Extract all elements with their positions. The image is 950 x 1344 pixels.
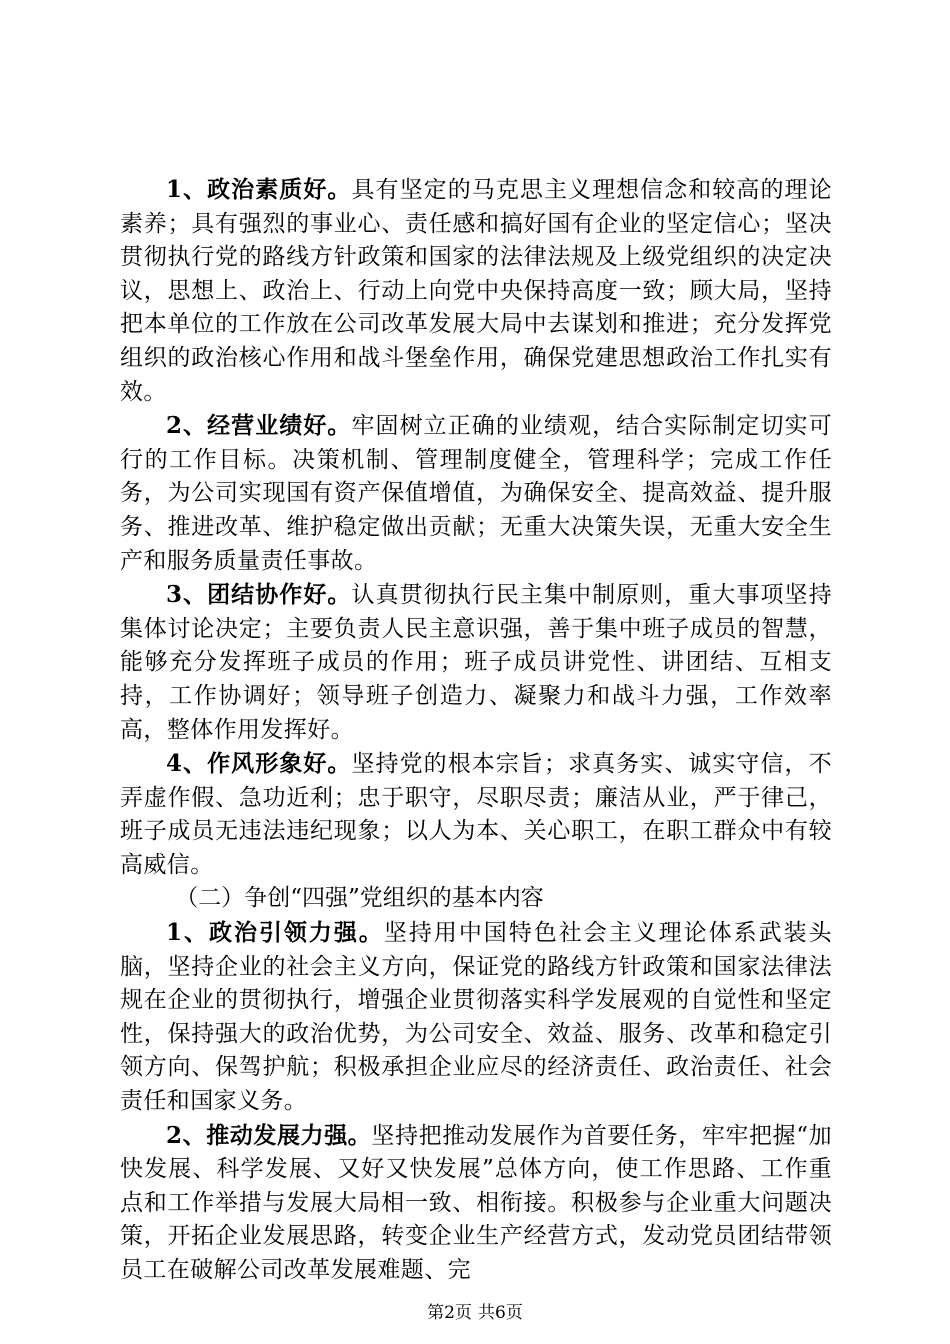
document-body <box>120 173 832 1288</box>
paragraph-2-label: 2、经营业绩好。 <box>166 412 352 440</box>
paragraph-4-text: 坚持党的根本宗旨；求真务实、诚实守信，不弄虚作假、急功近利；忠于职守，尽职尽责；廉洁从业，严于律己，班子成员无违法违纪现象；以人为本、关心职工，在职工群众中有较高威信。 <box>120 751 832 878</box>
paragraph-6 <box>120 1119 832 1288</box>
paragraph-1-label: 1、政治素质好。 <box>166 176 352 203</box>
paragraph-2-text: 牢固树立正确的业绩观，结合实际制定切实可行的工作目标。决策机制、管理制度健全，管理科学；完成工作任务，为公司实现国有资产保值增值，为确保安全、提高效益、提升服务、推进改革、维护稳定做出贡献；无重大决策失误，无重大安全生产和服务质量责任事故。 <box>120 413 832 574</box>
paragraph-4 <box>120 747 832 882</box>
paragraph-6-label: 2、推动发展力强。 <box>166 1121 372 1149</box>
page-footer <box>0 1298 950 1323</box>
paragraph-5-label: 1、政治引领力强。 <box>166 919 384 947</box>
paragraph-5 <box>120 916 832 1119</box>
paragraph-2 <box>120 409 832 578</box>
paragraph-3 <box>120 578 832 747</box>
paragraph-6-text: 坚持把推动发展作为首要任务，牢牢把握“加快发展、科学发展、又好又快发展”总体方向，使工作思路、工作重点和工作举措与发展大局相一致、相衔接。积极参与企业重大问题决策，开拓企业发展思路，转变企业生产经营方式，发动党员团结带领员工在破解公司改革发展难题、完 <box>120 1122 832 1283</box>
paragraph-5-text: 坚持用中国特色社会主义理论体系武装头脑，坚持企业的社会主义方向，保证党的路线方针政策和国家法律法规在企业的贯彻执行，增强企业贯彻落实科学发展观的自觉性和坚定性，保持强大的政治优势，为公司安全、效益、服务、改革和稳定引领方向、保驾护航；积极承担企业应尽的经济责任、政治责任、社会责任和国家义务。 <box>120 920 833 1115</box>
page-number: 第2页 <box>427 1303 472 1323</box>
paragraph-4-label: 4、作风形象好。 <box>166 750 352 778</box>
paragraph-1-text: 具有坚定的马克思主义理想信念和较高的理论素养；具有强烈的事业心、责任感和搞好国有企业的坚定信心；坚决贯彻执行党的路线方针政策和国家的法律法规及上级党组织的决定决议，思想上、政治上、行动上向党中央保持高度一致；顾大局，坚持把本单位的工作放在公司改革发展大局中去谋划和推进；充分发挥党组织的政治核心作用和战斗堡垒作用，确保党建思想政治工作扎实有效。 <box>120 177 832 405</box>
section-heading: （二）争创“四强”党组织的基本内容 <box>175 885 544 912</box>
page-total: 共6页 <box>478 1303 523 1323</box>
paragraph-3-label: 3、团结协作好。 <box>166 581 352 609</box>
paragraph-3-text: 认真贯彻执行民主集中制原则，重大事项坚持集体讨论决定；主要负责人民主意识强，善于集中班子成员的智慧，能够充分发挥班子成员的作用；班子成员讲党性、讲团结、互相支持，工作协调好；领导班子创造力、凝聚力和战斗力强，工作效率高，整体作用发挥好。 <box>120 582 832 743</box>
paragraph-1 <box>120 173 832 409</box>
